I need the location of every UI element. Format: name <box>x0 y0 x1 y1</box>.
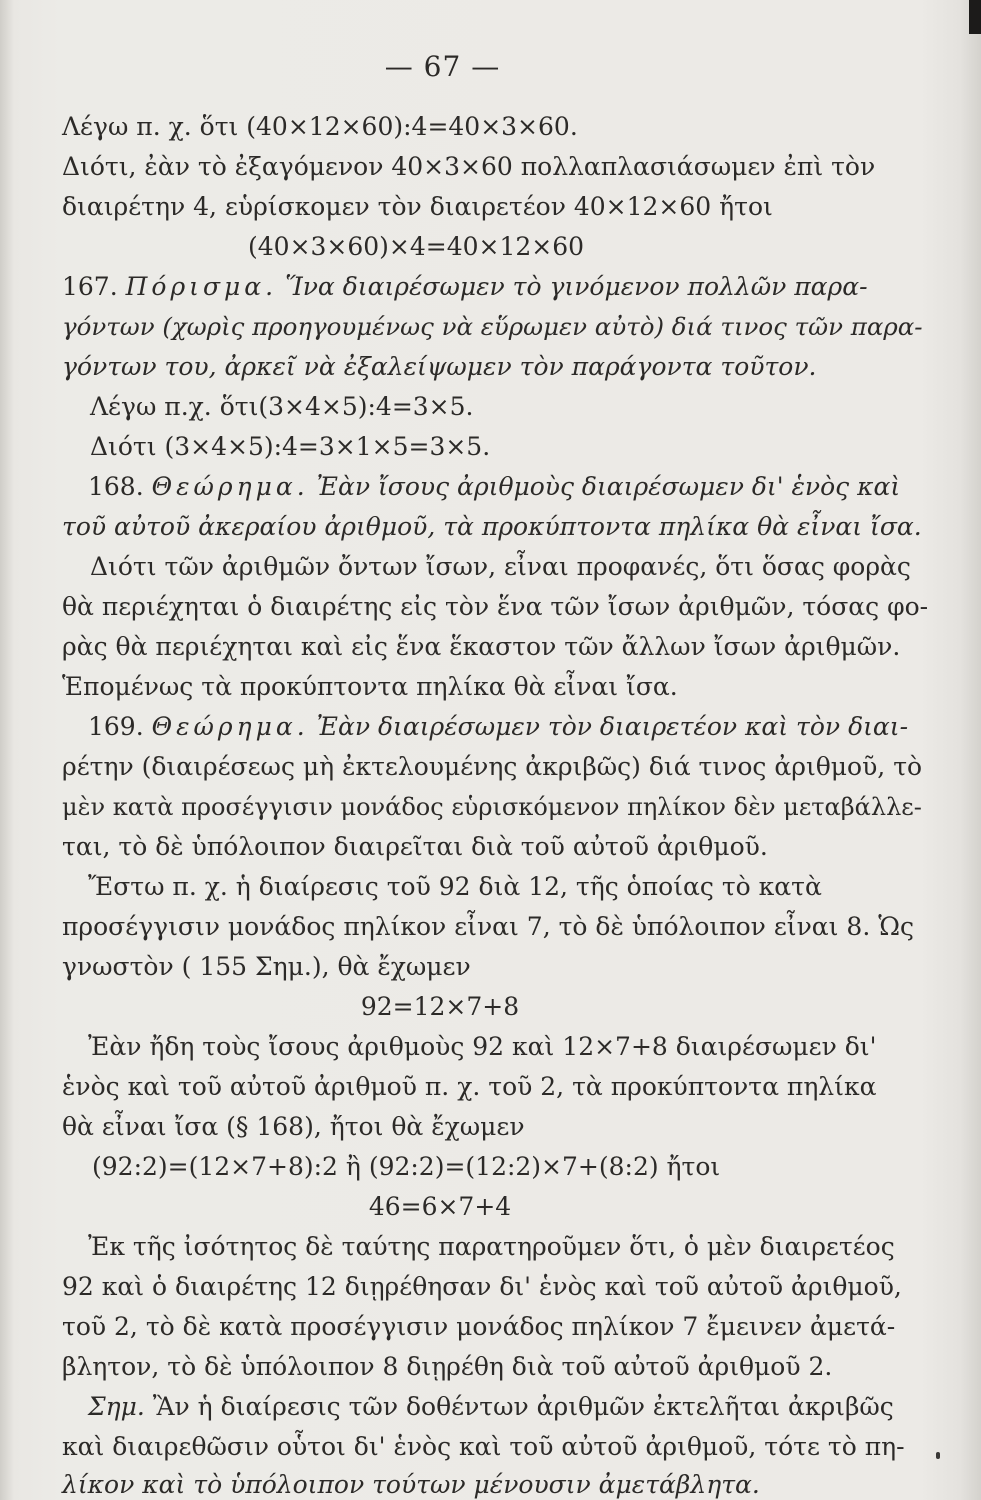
text-line: ρέτην (διαιρέσεως μὴ ἐκτελουμένης ἀκριβῶς) διά τινος ἀριθμοῦ, τὸ <box>62 752 923 781</box>
section-heading: Πόρισμα. <box>125 272 278 301</box>
section-text: Ἐὰν διαιρέσωμεν τὸν διαιρετέον καὶ τὸν διαι- <box>316 712 909 741</box>
text-line: καὶ διαιρεθῶσιν οὗτοι δι' ἑνὸς καὶ τοῦ αὐτοῦ ἀριθμοῦ, τότε τὸ πη- <box>62 1432 905 1461</box>
section-text: Ἐὰν ἴσους ἀριθμοὺς διαιρέσωμεν δι' ἑνὸς καὶ <box>316 472 901 501</box>
text-line: θὰ περιέχηται ὁ διαιρέτης εἰς τὸν ἕνα τῶν ἴσων ἀριθμῶν, τόσας φο- <box>62 592 929 621</box>
ink-spot <box>936 1452 940 1459</box>
note-label: Σημ. <box>88 1392 145 1421</box>
section-168 <box>88 472 900 502</box>
text-line: τοῦ 2, τὸ δὲ κατὰ προσέγγισιν μονάδος πηλίκον 7 ἔμεινεν ἀμετά- <box>62 1312 896 1341</box>
page-edge-mark <box>969 0 981 34</box>
equation-line: 46=6×7+4 <box>368 1192 512 1221</box>
section-number: 168. <box>88 472 144 501</box>
text-line: ται, τὸ δὲ ὑπόλοιπον διαιρεῖται διὰ τοῦ αὐτοῦ ἀριθμοῦ. <box>62 832 768 861</box>
note-text: Ἂν ἡ διαίρεσις τῶν δοθέντων ἀριθμῶν ἐκτελῆται ἀκριβῶς <box>152 1392 894 1421</box>
text-line: Διότι, ἐὰν τὸ ἐξαγόμενον 40×3×60 πολλαπλασιάσωμεν ἐπὶ τὸν <box>62 152 876 181</box>
text-line: λίκον καὶ τὸ ὑπόλοιπον τούτων μένουσιν ἀμετάβλητα. <box>62 1470 760 1499</box>
text-line: προσέγγισιν μονάδος πηλίκον εἶναι 7, τὸ δὲ ὑπόλοιπον εἶναι 8. Ὡς <box>62 912 914 941</box>
section-heading: Θεώρημα. <box>151 712 309 741</box>
text-line: Διότι (3×4×5):4=3×1×5=3×5. <box>90 432 491 461</box>
section-169 <box>88 712 908 742</box>
equation-line: 92=12×7+8 <box>360 992 520 1021</box>
text-line: γόντων του, ἀρκεῖ νὰ ἐξαλείψωμεν τὸν παράγοντα τοῦτον. <box>62 352 817 381</box>
text-line: Λέγω π.χ. ὅτι(3×4×5):4=3×5. <box>90 392 474 421</box>
text-line: γνωστὸν ( 155 Σημ.), θὰ ἔχωμεν <box>62 952 471 981</box>
equation-line: (92:2)=(12×7+8):2 ἢ (92:2)=(12:2)×7+(8:2) ἤτοι <box>92 1152 721 1181</box>
text-line: θὰ εἶναι ἴσα (§ 168), ἤτοι θὰ ἔχωμεν <box>62 1112 525 1141</box>
text-line: Διότι τῶν ἀριθμῶν ὄντων ἴσων, εἶναι προφανές, ὅτι ὅσας φορὰς <box>90 552 911 581</box>
text-line: διαιρέτην 4, εὑρίσκομεν τὸν διαιρετέον 40×12×60 ἤτοι <box>62 192 773 221</box>
text-line: Ἔστω π. χ. ἡ διαίρεσις τοῦ 92 διὰ 12, τῆς ὁποίας τὸ κατὰ <box>88 872 822 901</box>
section-167 <box>62 272 868 302</box>
section-heading: Θεώρημα. <box>151 472 309 501</box>
text-line: ρὰς θὰ περιέχηται καὶ εἰς ἕνα ἕκαστον τῶν ἄλλων ἴσων ἀριθμῶν. <box>62 632 901 661</box>
page-number: — 67 — <box>384 50 501 83</box>
text-line: Ἐκ τῆς ἰσότητος δὲ ταύτης παρατηροῦμεν ὅτι, ὁ μὲν διαιρετέος <box>88 1232 895 1261</box>
text-line: Λέγω π. χ. ὅτι (40×12×60):4=40×3×60. <box>62 112 578 141</box>
text-line: βλητον, τὸ δὲ ὑπόλοιπον 8 διῃρέθη διὰ τοῦ αὐτοῦ ἀριθμοῦ 2. <box>62 1352 833 1381</box>
text-line: 92 καὶ ὁ διαιρέτης 12 διῃρέθησαν δι' ἑνὸς καὶ τοῦ αὐτοῦ ἀριθμοῦ, <box>62 1272 902 1301</box>
section-number: 167. <box>62 272 118 301</box>
text-line: τοῦ αὐτοῦ ἀκεραίου ἀριθμοῦ, τὰ προκύπτοντα πηλίκα θὰ εἶναι ἴσα. <box>62 512 922 541</box>
text-line: μὲν κατὰ προσέγγισιν μονάδος εὑρισκόμενον πηλίκον δὲν μεταβάλλε- <box>62 793 922 821</box>
section-text: Ἵνα διαιρέσωμεν τὸ γινόμενον πολλῶν παρα- <box>285 272 868 301</box>
text-line: γόντων (χωρὶς προηγουμένως νὰ εὕρωμεν αὐτὸ) διά τινος τῶν παρα- <box>62 312 923 341</box>
section-number: 169. <box>88 712 144 741</box>
text-line: Ἑπομένως τὰ προκύπτοντα πηλίκα θὰ εἶναι ἴσα. <box>62 672 678 701</box>
text-line: Ἐὰν ἤδη τοὺς ἴσους ἀριθμοὺς 92 καὶ 12×7+8 διαιρέσωμεν δι' <box>88 1032 877 1061</box>
equation-line: (40×3×60)×4=40×12×60 <box>248 232 585 261</box>
note <box>88 1392 894 1422</box>
text-line: ἑνὸς καὶ τοῦ αὐτοῦ ἀριθμοῦ π. χ. τοῦ 2, τὰ προκύπτοντα πηλίκα <box>62 1072 877 1101</box>
